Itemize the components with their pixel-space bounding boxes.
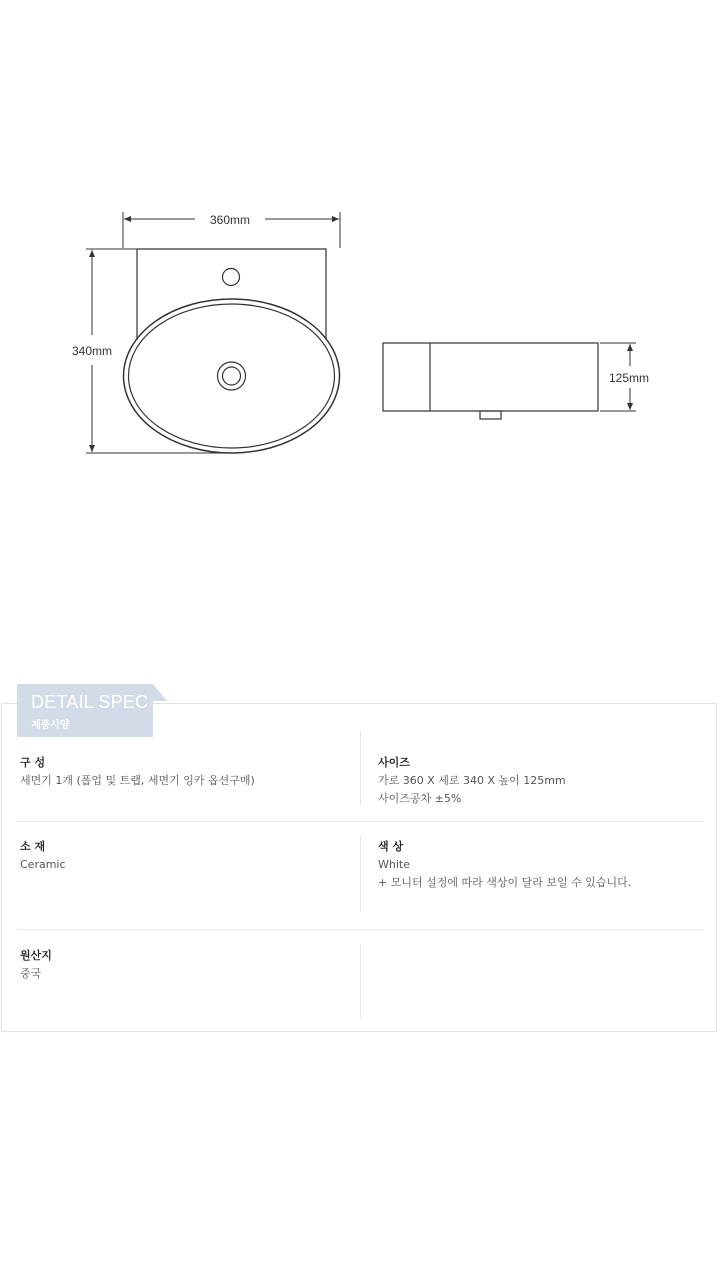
spec-material [20,838,66,874]
detail-spec-tab [17,684,153,737]
spec-color [378,838,631,892]
spec-material-label: 소 재 [20,840,46,853]
spec-origin [20,947,52,983]
spec-size-label: 사이즈 [378,756,410,769]
height-dimension [600,343,649,411]
column-divider [360,944,361,1019]
spec-color-note: + 모니터 설정에 따라 색상이 달라 보일 수 있습니다. [378,876,632,889]
spec-color-value: White [378,858,410,871]
detail-spec-title: DETAIL SPEC [31,692,149,712]
spec-size-value: 가로 360 X 세로 340 X 높이 125mm [378,774,566,787]
column-divider [360,836,361,911]
spec-size-tolerance: 사이즈공차 ±5% [378,792,462,805]
product-dimension-drawing [0,0,721,480]
basin-side-view [383,343,598,419]
spec-origin-label: 원산지 [20,949,52,962]
width-dimension [123,212,340,248]
column-divider [360,731,361,805]
height-dimension-label: 125mm [608,371,650,385]
spec-origin-value: 중국 [20,967,42,980]
spec-material-value: Ceramic [20,858,66,871]
width-dimension-label: 360mm [209,213,251,227]
spec-composition [20,754,255,790]
basin-top-view [124,249,340,453]
spec-composition-value: 세면기 1개 (폽업 및 트랩, 세면기 잉카 옵션구매) [20,774,255,787]
row-divider [17,821,704,822]
spec-size [378,754,566,808]
detail-spec-subtitle: 제품사양 [31,720,70,731]
depth-dimension-label: 340mm [71,344,113,358]
spec-color-label: 색 상 [378,840,404,853]
row-divider [17,929,704,930]
spec-composition-label: 구 성 [20,756,46,769]
